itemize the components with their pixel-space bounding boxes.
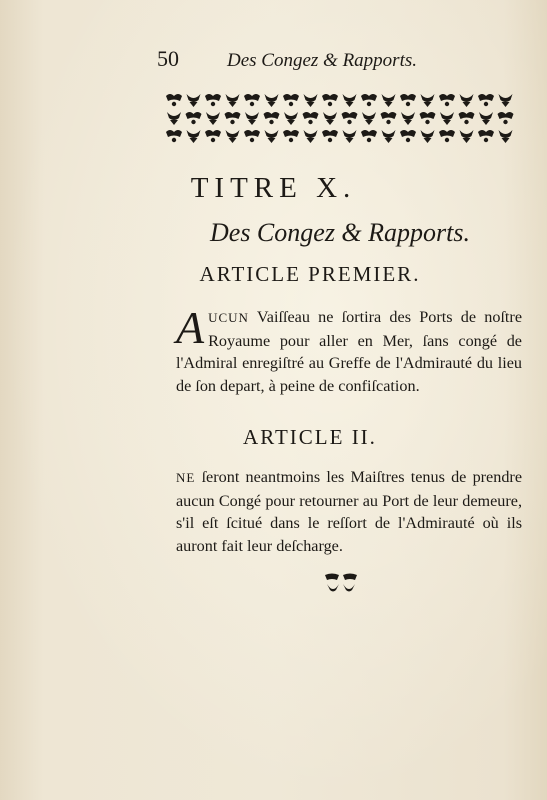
running-title: Des Congez & Rapports. (227, 50, 417, 71)
drop-cap: A (176, 302, 205, 353)
article-2-heading: ARTICLE II. (243, 425, 377, 449)
page-header (157, 46, 477, 76)
article-2-text (176, 466, 522, 557)
article-1-heading: ARTICLE PREMIER. (199, 262, 421, 286)
article-1-lead: UCUN (208, 310, 249, 325)
end-ornament (323, 572, 359, 596)
page-number: 50 (157, 46, 179, 71)
title-subtitle: Des Congez & Rapports. (210, 218, 470, 247)
printer-ornament-band (160, 90, 520, 152)
article-1-line1: Vaiſſeau ne ſortira des Ports de (256, 308, 477, 326)
article-1-body: noſtre Royaume pour aller en Mer, ſans congé de l'Admiral enregiſtré au Greffe de l'Admirauté du lieu de ſon depart, à peine de confiſcation. (176, 308, 523, 395)
title-titre: TITRE X. (190, 172, 357, 204)
article-2-lead: NE (176, 470, 196, 485)
article-2-body: ſeront neantmoins les Maiſtres tenus de prendre aucun Congé pour retourner au Port de leur demeure, s'il eſt ſcitué dans le reſſort de l'Admirauté où ils auront fait leur deſcharge. (176, 468, 523, 555)
article-1-text (176, 302, 523, 397)
